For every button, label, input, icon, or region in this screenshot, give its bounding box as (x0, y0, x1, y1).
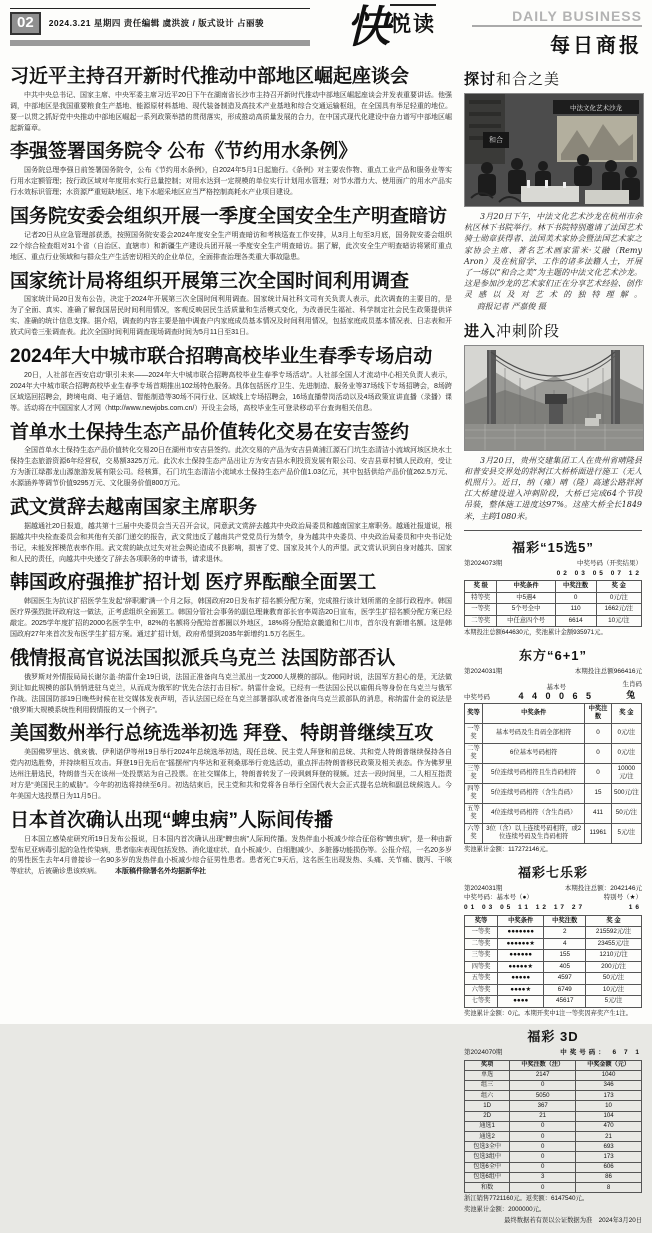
photo-bridge (464, 345, 644, 451)
article-title: 美国数州举行总统选举初选 拜登、特朗普继续互攻 (10, 723, 434, 745)
table-cell: 4597 (544, 973, 586, 985)
table-cell: 2 (544, 927, 586, 939)
lottery-dongfang-6plus1 (464, 645, 642, 855)
lottery-total: 本期投注总额：2042146元 (564, 884, 642, 892)
table-cell: 奖等 (465, 915, 498, 927)
svg-text:中法文化艺术沙龙: 中法文化艺术沙龙 (570, 105, 622, 112)
table-row (465, 604, 642, 616)
header-left (10, 8, 310, 46)
article-title: 国家统计局将组织开展第三次全国时间利用调查 (10, 270, 410, 292)
table-cell: ●●●●●★ (498, 961, 544, 973)
lottery-issue: 第2024073期 (464, 559, 503, 567)
table-cell: 一等奖 (465, 927, 498, 939)
table-cell: 三等奖 (465, 950, 498, 962)
numbers-label: 中奖号码 (464, 693, 490, 701)
table-cell: 173 (576, 1152, 642, 1162)
lottery-total: 本期投注总额966416元 (574, 668, 642, 676)
article-russia-france (10, 648, 452, 716)
article-body: 记者20日从应急管理部获悉，按照国务院安委会2024年度安全生产明查暗访和考核巡查工作安排，从3月上旬至3月底，国务院安委会组织22个综合检查组对31个省（自治区、直辖市）和新疆生产建设兵团开展一季度安全生产明查暗访。据了解，此次安全生产明查暗访将紧盯重点地区、重点行业领域和与群众生产生活密切相关的企业单位，全面排查治理各类重大事故隐患。 (10, 231, 452, 261)
table-cell: 693 (576, 1142, 642, 1152)
table-cell: 五等奖 (465, 973, 498, 985)
article-title: 国务院安委会组织开展一季度全国安全生产明查暗访 (10, 206, 448, 228)
table-cell: 11961 (585, 823, 611, 843)
table-cell: 5个号全中 (497, 604, 555, 616)
table-cell: 10000元/注 (611, 763, 641, 783)
table-cell: 86 (576, 1172, 642, 1182)
table-cell: 二等奖 (465, 938, 498, 950)
table-cell: 4 (544, 938, 586, 950)
photo-art-salon-image (465, 94, 643, 206)
table-row (465, 592, 642, 604)
table-cell: 10 (576, 1101, 642, 1111)
table-cell: 6614 (555, 615, 596, 627)
table-cell: 包选3组中 (465, 1152, 510, 1162)
table-cell: 5元/注 (611, 823, 641, 843)
photo-title-strong: 探讨 (464, 71, 497, 88)
table-cell: 奖 金 (586, 915, 642, 927)
table-cell: 中奖注数 (544, 915, 586, 927)
table-cell: 10元/注 (586, 984, 642, 996)
right-column (464, 66, 642, 1233)
table-row (465, 1162, 642, 1172)
table-cell: 奖 金 (596, 581, 641, 593)
lottery-15of5 (464, 537, 642, 638)
article-us-primaries (10, 723, 452, 802)
lottery-issue: 第2024031期 (464, 884, 503, 892)
article-body: 据越通社20日报道，越共第十三届中央委员会当天召开会议，同意武文赏辞去越共中央政治局委员和越南国家主席职务。越通社报道说，根据越共中央检查委员会和其他有关部门递交的报告，武文赏违反了越南共产党党员行为禁令，身为越共中央委员、中央政治局委员和中央书记处书记，未能发挥模范表率作用。武文赏的缺点过失对社会舆论造成不良影响，损害了党、国家及其个人的声望。武文赏认识到自身对越共、国家和人民的责任，向越共中央递交了辞去各项职务的申请书，请求退休。 (10, 522, 452, 563)
header-rule (10, 40, 310, 46)
table-cell: 0 (510, 1162, 576, 1172)
table-row (465, 950, 642, 962)
paper-title (472, 8, 642, 58)
winning-numbers: 01 03 05 11 12 17 27 (464, 904, 586, 912)
table-cell: 奖项 (465, 1060, 510, 1070)
article-body: 20日，人社部在西安启动“职引未来——2024年大中城市联合招聘高校毕业生春季专场活动”。人社部全国人才流动中心相关负责人表示，2024年大中城市联合招聘高校毕业生春季专场首期推出102场特色服务。具体包括医疗卫生、先进制造、服务业等37场线下专场招聘会，8场跨区域巡回招聘会，跨境电商、电子通信、智能制造等30场不同行业、区域线上专场招聘会，16场直播带岗活动以及4场政策宣讲直播（录播）课等。活动将在中国国家人才网（http://www.newjobs.com.cn/）开设主会场，高校毕业生可登录移动平台查询相关信息。 (10, 371, 452, 412)
lottery-table-qilecai (464, 915, 642, 1008)
lottery-footer: 奖池累计金额：0元。本期开奖中1注一等奖因弃奖产生1注。 (464, 1009, 632, 1017)
paper-title-english: DAILY BUSINESS (512, 8, 642, 24)
winning-numbers: 4 4 0 0 6 5 (518, 690, 595, 701)
table-row (465, 823, 642, 843)
photo-art-salon (464, 93, 644, 207)
lottery-footer-sales: 浙江销售7721160元。返奖额：6147540元。 (464, 1195, 589, 1203)
lottery-footer-disclaimer: 最终数据若有误以公证数据为准 2024年3月20日 (504, 1216, 642, 1224)
newswire-credit: 本版稿件除署名外均据新华社 (115, 868, 206, 876)
table-cell: 中奖注数 (585, 703, 611, 723)
table-row (465, 984, 642, 996)
article-water-regulation (10, 141, 452, 199)
draw-label: 中奖号码（开奖结果） (577, 559, 642, 567)
table-cell: 50元/注 (586, 973, 642, 985)
table-cell: 和数 (465, 1183, 510, 1193)
zodiac-number: 兔 (626, 689, 639, 700)
article-korea-strike (10, 572, 452, 640)
table-cell: 四等奖 (465, 961, 498, 973)
article-body (10, 835, 452, 879)
table-row (465, 1142, 642, 1152)
lottery-table-3d (464, 1060, 642, 1194)
table-cell: 405 (544, 961, 586, 973)
table-cell: 470 (576, 1121, 642, 1131)
table-cell: 5位连续号码相符且生肖码相符 (483, 763, 585, 783)
article-body: 美国佛罗里达、俄亥俄、伊利诺伊等州19日举行2024年总统选举初选，现任总统、民主党人拜登和前总统、共和党人特朗普继续保持各自党内初选胜势，并持续相互攻击。拜登19日先后在“摇摆州”内华达和亚利桑那举行竞选活动，重点抨击特朗普移民政策及相关表态。作为佛罗里达州注册选民，特朗普当天在该州一处投票站为自己投票。在社交媒体上，特朗普转发了一段讽刺拜登的视频。过去一段时间里，二人相互指责对方是“美国民主的威胁”。今年的初选将持续至6月。初选结束后，民主党和共和党将各自举行全国代表大会正式提名总统和副总统候选人。今年美国大选投票日为11月5日。 (10, 749, 452, 800)
table-row (465, 1183, 642, 1193)
table-cell: 104 (576, 1111, 642, 1121)
table-cell: ●●●● (498, 996, 544, 1008)
lottery-title: 福彩七乐彩 (517, 864, 588, 880)
table-cell: 10元/注 (596, 615, 641, 627)
table-cell: 0 (510, 1142, 576, 1152)
lottery-footer: 奖池累计金额：117272146元。 (464, 845, 552, 853)
table-cell: 110 (555, 604, 596, 616)
table-cell: 1210元/注 (586, 950, 642, 962)
table-cell: 3 (510, 1172, 576, 1182)
table-row (465, 783, 642, 803)
table-row (465, 1172, 642, 1182)
article-body: 国务院总理李强日前签署国务院令，公布《节约用水条例》，自2024年5月1日起施行。《条例》对主要农作物、重点工业产品和服务业等实行用水定额管理；按行政区域对年度用水实行总量控制；对用水达到一定规模的单位实行计划用水管理；对节水潜力大、使用面广的用水产品实行水效标识管理；水资源严重短缺地区、地下水超采地区应当严格控制高耗水产业项目建设。 (10, 167, 452, 197)
table-cell: 0元/注 (611, 723, 641, 743)
table-cell: 0 (510, 1132, 576, 1142)
table-cell: 346 (576, 1080, 642, 1090)
numbers-label: 中奖号码：基本号（●） (464, 894, 533, 902)
table-cell: 包选6全中 (465, 1162, 510, 1172)
table-cell: 23455元/注 (586, 938, 642, 950)
table-cell: 中奖条件 (498, 915, 544, 927)
article-title: 韩国政府强推扩招计划 医疗界酝酿全面罢工 (10, 572, 377, 594)
table-row (465, 723, 642, 743)
article-title: 武文赏辞去越南国家主席职务 (10, 497, 258, 518)
table-cell: 四等奖 (465, 783, 483, 803)
article-body: 国家统计局20日发布公告，决定于2024年开展第三次全国时间利用调查。国家统计局社科文司有关负责人表示，此次调查的主要目的，是为了全面、真实、准确了解我国居民时间利用情况，客观反映居民生活质量和生活模式变化，为改善民生福祉、科学制定社会民生政策提供详实、准确的统计信息支撑。据介绍，调查的内容主要是抽中调查户内家庭成员基本情况及时间利用情况，包括家庭成员基本情况表、日志表和开放式问卷三张调查表。此次全国时间利用调查现场调查时间为5月11日至31日。 (10, 296, 452, 337)
table-cell: 单选 (465, 1070, 510, 1080)
table-cell: 中奖条件 (497, 581, 555, 593)
article-title: 日本首次确认出现“蜱虫病”人际间传播 (10, 809, 334, 831)
table-row (465, 973, 642, 985)
table-cell: 411 (585, 803, 611, 823)
table-cell: 173 (576, 1091, 642, 1101)
special-label: 特别号（★） (603, 894, 642, 902)
table-row (465, 996, 642, 1008)
table-cell: 2147 (510, 1070, 576, 1080)
table-cell: 0 (555, 592, 596, 604)
table-cell: 215592元/注 (586, 927, 642, 939)
table-row (465, 1132, 642, 1142)
table-row (465, 743, 642, 763)
special-number: 16 (628, 904, 642, 912)
table-cell: 0元/注 (596, 592, 641, 604)
photo-caption-hehe (464, 211, 642, 312)
article-body: 中共中央总书记、国家主席、中央军委主席习近平20日下午在湖南省长沙市主持召开新时代推动中部地区崛起座谈会并发表重要讲话。他强调，中部地区是我国重要粮食生产基地、能源原材料基地、现代装备制造及高技术产业基地和综合交通运输枢纽，在全国具有举足轻重的地位。要一以贯之抓好党中央推动中部地区崛起一系列政策举措的贯彻落实，形成推动高质量发展的合力，在中国式现代化建设中奋力谱写中部地区崛起新篇章。 (10, 91, 452, 132)
table-cell: 15 (585, 783, 611, 803)
table-cell: 1662元/注 (596, 604, 641, 616)
lottery-table-15of5 (464, 580, 642, 627)
table-cell: 5位连续号码相符（含生肖码） (483, 783, 585, 803)
photo-title-rest: 和合之美 (496, 71, 561, 88)
lottery-title: 东方“6+1” (518, 648, 588, 664)
article-safety-inspection (10, 206, 452, 264)
article-anji-deal (10, 422, 452, 490)
table-cell: 50元/注 (611, 803, 641, 823)
lottery-title: 福彩“15选5” (512, 539, 594, 555)
table-cell: 1D (465, 1101, 510, 1111)
table-cell: 45617 (544, 996, 586, 1008)
table-cell: 0 (510, 1183, 576, 1193)
table-cell: 2D (465, 1111, 510, 1121)
table-cell: 367 (510, 1101, 576, 1111)
table-cell: 二等奖 (465, 615, 497, 627)
article-title: 首单水土保持生态产品价值转化交易在安吉签约 (10, 421, 410, 443)
table-cell: 中任意四个号 (497, 615, 555, 627)
table-cell: 500元/注 (611, 783, 641, 803)
article-body: 全国首单水土保持生态产品价值转化交易20日在湖州市安吉县签约。此次交易的产品为安吉县黄浦江源石门坑生态清洁小流域河垓区块水土保持生态旅游资源6年经营权，交易额3325万元。此次水土保持生态产品出让方为安吉县水利投资发展有限公司、安吉县章村镇人民政府，受让方为浙江绿郡龙山源旅游发展有限公司。经核算，石门坑生态清洁小流域水土保持生态产品价值1.03亿元，其中包括供给产品价值262.5万元、水源涵养等调节价值9295万元、文化服务价值800万元。 (10, 447, 452, 488)
table-cell: 5050 (510, 1091, 576, 1101)
table-cell: 0 (585, 763, 611, 783)
table-cell: 奖 金 (611, 703, 641, 723)
table-row (465, 1101, 642, 1111)
lottery-footer: 本期投注总额644630元，奖池累计金额935971元。 (464, 629, 607, 637)
photo-story-title-bridge (464, 320, 642, 341)
table-cell: 21 (510, 1111, 576, 1121)
article-title: 2024年大中城市联合招聘高校毕业生春季专场启动 (10, 346, 433, 368)
table-cell: 二等奖 (465, 743, 483, 763)
photo-title-strong: 进入 (464, 322, 497, 340)
article-japan-tick-disease (10, 810, 452, 878)
table-cell: 中奖条件 (483, 703, 585, 723)
table-row (465, 1121, 642, 1131)
table-cell: 0 (510, 1152, 576, 1162)
photo-bridge-image (465, 346, 643, 450)
table-cell: 三等奖 (465, 763, 483, 783)
table-cell: 中5遇4 (497, 592, 555, 604)
lottery-title: 福彩 3D (527, 1028, 579, 1044)
table-cell: 一等奖 (465, 604, 497, 616)
table-cell: 6749 (544, 984, 586, 996)
table-cell: 六等奖 (465, 823, 483, 843)
table-cell: 组六 (465, 1091, 510, 1101)
table-row (465, 803, 642, 823)
table-cell: 七等奖 (465, 996, 498, 1008)
photo-credit: 商报记者 严嘉俊 摄 (476, 301, 546, 311)
table-cell: 6位基本号码相符 (483, 743, 585, 763)
article-body: 韩国医生为抗议扩招医学生发起“辞职潮”满一个月之际，韩国政府20日发布扩招名额分配方案，完成推行该计划所需的全部行政程序。韩国医疗界强烈批评政府这一做法，正考虑组织全面罢工。韩国分管社会事务的副总理兼教育部长官李周浩20日宣布，医学生扩招名额分配方案已经敲定。2025学年度扩招的2000名医学生中，82%的名额将分配给首都圈以外地区，18%将分配给京畿道和仁川市，首尔没有新增名额。这是韩国政府27年来首次发布医学生扩招方案。通过扩招计划，政府希望到2035年新增约1.5万名医生。 (10, 598, 452, 639)
table-cell: 六等奖 (465, 984, 498, 996)
table-cell: 基本号码及生肖码全部相符 (483, 723, 585, 743)
article-vietnam-president (10, 497, 452, 565)
table-cell: 21 (576, 1132, 642, 1142)
table-cell: ●●●●●●★ (498, 938, 544, 950)
table-cell: 8 (576, 1183, 642, 1193)
photo-title-rest: 冲刺阶段 (496, 322, 561, 340)
article-time-use-survey (10, 271, 452, 339)
table-cell: 中奖注数（注） (510, 1060, 576, 1070)
table-cell: 200元/注 (586, 961, 642, 973)
table-cell: 4位连续号码相符（含生肖码） (483, 803, 585, 823)
lottery-table-dongfang (464, 703, 642, 844)
article-body: 俄罗斯对外情报局局长谢尔盖·纳雷什金19日说，法国正准备向乌克兰派出一支2000人规模的部队。他同时说，法国军方担心的是，无法做到让如此规模的部队悄悄进驻乌克兰，从而成为俄军的“优先合法打击目标”。纳雷什金说，已经有一些法国公民以雇佣兵等身份在乌克兰与俄军作战。法国国防部19日晚些时候在社交媒体发表声明，否认法国已经在乌克兰部署部队或者准备向乌克兰派部队的消息，称纳雷什金的说法是“俄罗斯大规模系统性利用假情报的又一个例子”。 (10, 673, 452, 714)
table-row (465, 1080, 642, 1090)
table-cell: 5元/注 (586, 996, 642, 1008)
lottery-footer-pool: 奖池累计金额：2000000元。 (464, 1206, 546, 1214)
table-cell: 通选2 (465, 1132, 510, 1142)
article-title: 俄情报高官说法国拟派兵乌克兰 法国防部否认 (10, 647, 396, 669)
table-cell: 奖 级 (465, 581, 497, 593)
table-cell: ●●●●●●● (498, 927, 544, 939)
lottery-issue: 第2024031期 (464, 668, 503, 676)
table-cell: 0元/注 (611, 743, 641, 763)
section-divider (464, 530, 642, 531)
masthead-kuai: 快 (346, 2, 390, 54)
table-row (465, 938, 642, 950)
table-row (465, 763, 642, 783)
article-title: 李强签署国务院令 公布《节约用水条例》 (10, 141, 358, 163)
winning-numbers: 中奖号码： 6 7 1 (560, 1048, 642, 1056)
article-xi-symposium (10, 66, 452, 134)
winning-numbers: 02 03 05 07 12 (556, 569, 642, 577)
table-row (465, 1070, 642, 1080)
caption-text: 3月20日下午，中法文化艺术沙龙在杭州市余杭区林下书院举行。林下书院特别邀请了法国艺术骑士勋章获得者、法国美术家协会暨法国艺术家之家协会主席、著名艺术画家雷米·艾融（Remy Aron）及在杭留学、工作的诸多法籍人士，开展了一场以“和合之美”为主题的中法文化艺术沙龙。这是参加沙龙的艺术家们正在分享艺术经验、创作灵感以及对艺术的独特理解。 (464, 212, 642, 300)
lottery-issue: 第2024070期 (464, 1048, 503, 1056)
table-cell: 包选3全中 (465, 1142, 510, 1152)
photo-caption-bridge: 3月20日，贵州交建集团工人在贵州省晴隆县和普安县交界处的牂牁江大桥桥面进行施工（无人机照片）。近日，纳（雍）晴（隆）高速公路牂牁江大桥建设进入冲刺阶段，大桥已完成64个节段吊装，整体施工进度达97%。这座大桥全长1849米，主跨1080米。 (464, 455, 642, 521)
photo-story-title-hehe (464, 68, 642, 89)
table-cell: 3位（含）以上连续号码相符，或2位连续号码及生肖码相符 (483, 823, 585, 843)
table-cell: 通选1 (465, 1121, 510, 1131)
table-cell: 五等奖 (465, 803, 483, 823)
table-cell: 0 (510, 1080, 576, 1090)
table-cell: 中奖金额（元） (576, 1060, 642, 1070)
table-cell: 155 (544, 950, 586, 962)
table-row (465, 961, 642, 973)
table-cell: 奖等 (465, 703, 483, 723)
table-row (465, 1111, 642, 1121)
masthead (310, 2, 472, 54)
masthead-yuedu: 悦读 (390, 4, 436, 38)
article-job-fair (10, 346, 452, 414)
article-body-text: 日本国立感染症研究所19日发布公报说，日本国内首次确认出现“蜱虫病”人际间传播。发热伴血小板减少综合征俗称“蜱虫病”，是一种由新型布尼亚病毒引起的急性传染病，患者临床表现包括发热、消化道症状、血小板减少、白细胞减少、多脏器功能损伤等。公报介绍，一名20多岁的男性医生去年4月曾接诊一名90多岁的发热伴血小板减少综合征男性患者。患者死亡9天后，这名医生出现发热、头痛、关节痛、腹泻、干咳等症状，后被确诊患该疾病。 (10, 835, 452, 876)
table-cell: 包选6组中 (465, 1172, 510, 1182)
dateline: 2024.3.21 星期四 责任编辑 虞洪波 / 版式设计 占丽骏 (48, 18, 265, 29)
page-number: 02 (10, 12, 41, 35)
table-cell: ●●●●● (498, 973, 544, 985)
svg-text:和合: 和合 (489, 136, 503, 144)
table-cell: 一等奖 (465, 723, 483, 743)
article-title: 习近平主持召开新时代推动中部地区崛起座谈会 (10, 66, 410, 87)
table-cell: 0 (585, 723, 611, 743)
page-header (10, 2, 642, 60)
paper-title-chinese: 每日商报 (472, 25, 642, 58)
table-cell: 0 (510, 1121, 576, 1131)
table-cell: 组三 (465, 1080, 510, 1090)
table-cell: 中奖注数 (555, 581, 596, 593)
table-row (465, 1091, 642, 1101)
table-row (465, 1152, 642, 1162)
zodiac-label: 生肖码 (622, 680, 642, 688)
table-row (465, 927, 642, 939)
articles-column (10, 66, 452, 1233)
table-cell: 606 (576, 1162, 642, 1172)
table-cell: 特等奖 (465, 592, 497, 604)
table-cell: 1040 (576, 1070, 642, 1080)
table-cell: 0 (585, 743, 611, 763)
lottery-qilecai (464, 862, 642, 1019)
lottery-3d (464, 1026, 642, 1226)
table-row (465, 615, 642, 627)
table-cell: ●●●●★ (498, 984, 544, 996)
base-number-label: 基本号 (546, 683, 566, 691)
table-cell: ●●●●●● (498, 950, 544, 962)
